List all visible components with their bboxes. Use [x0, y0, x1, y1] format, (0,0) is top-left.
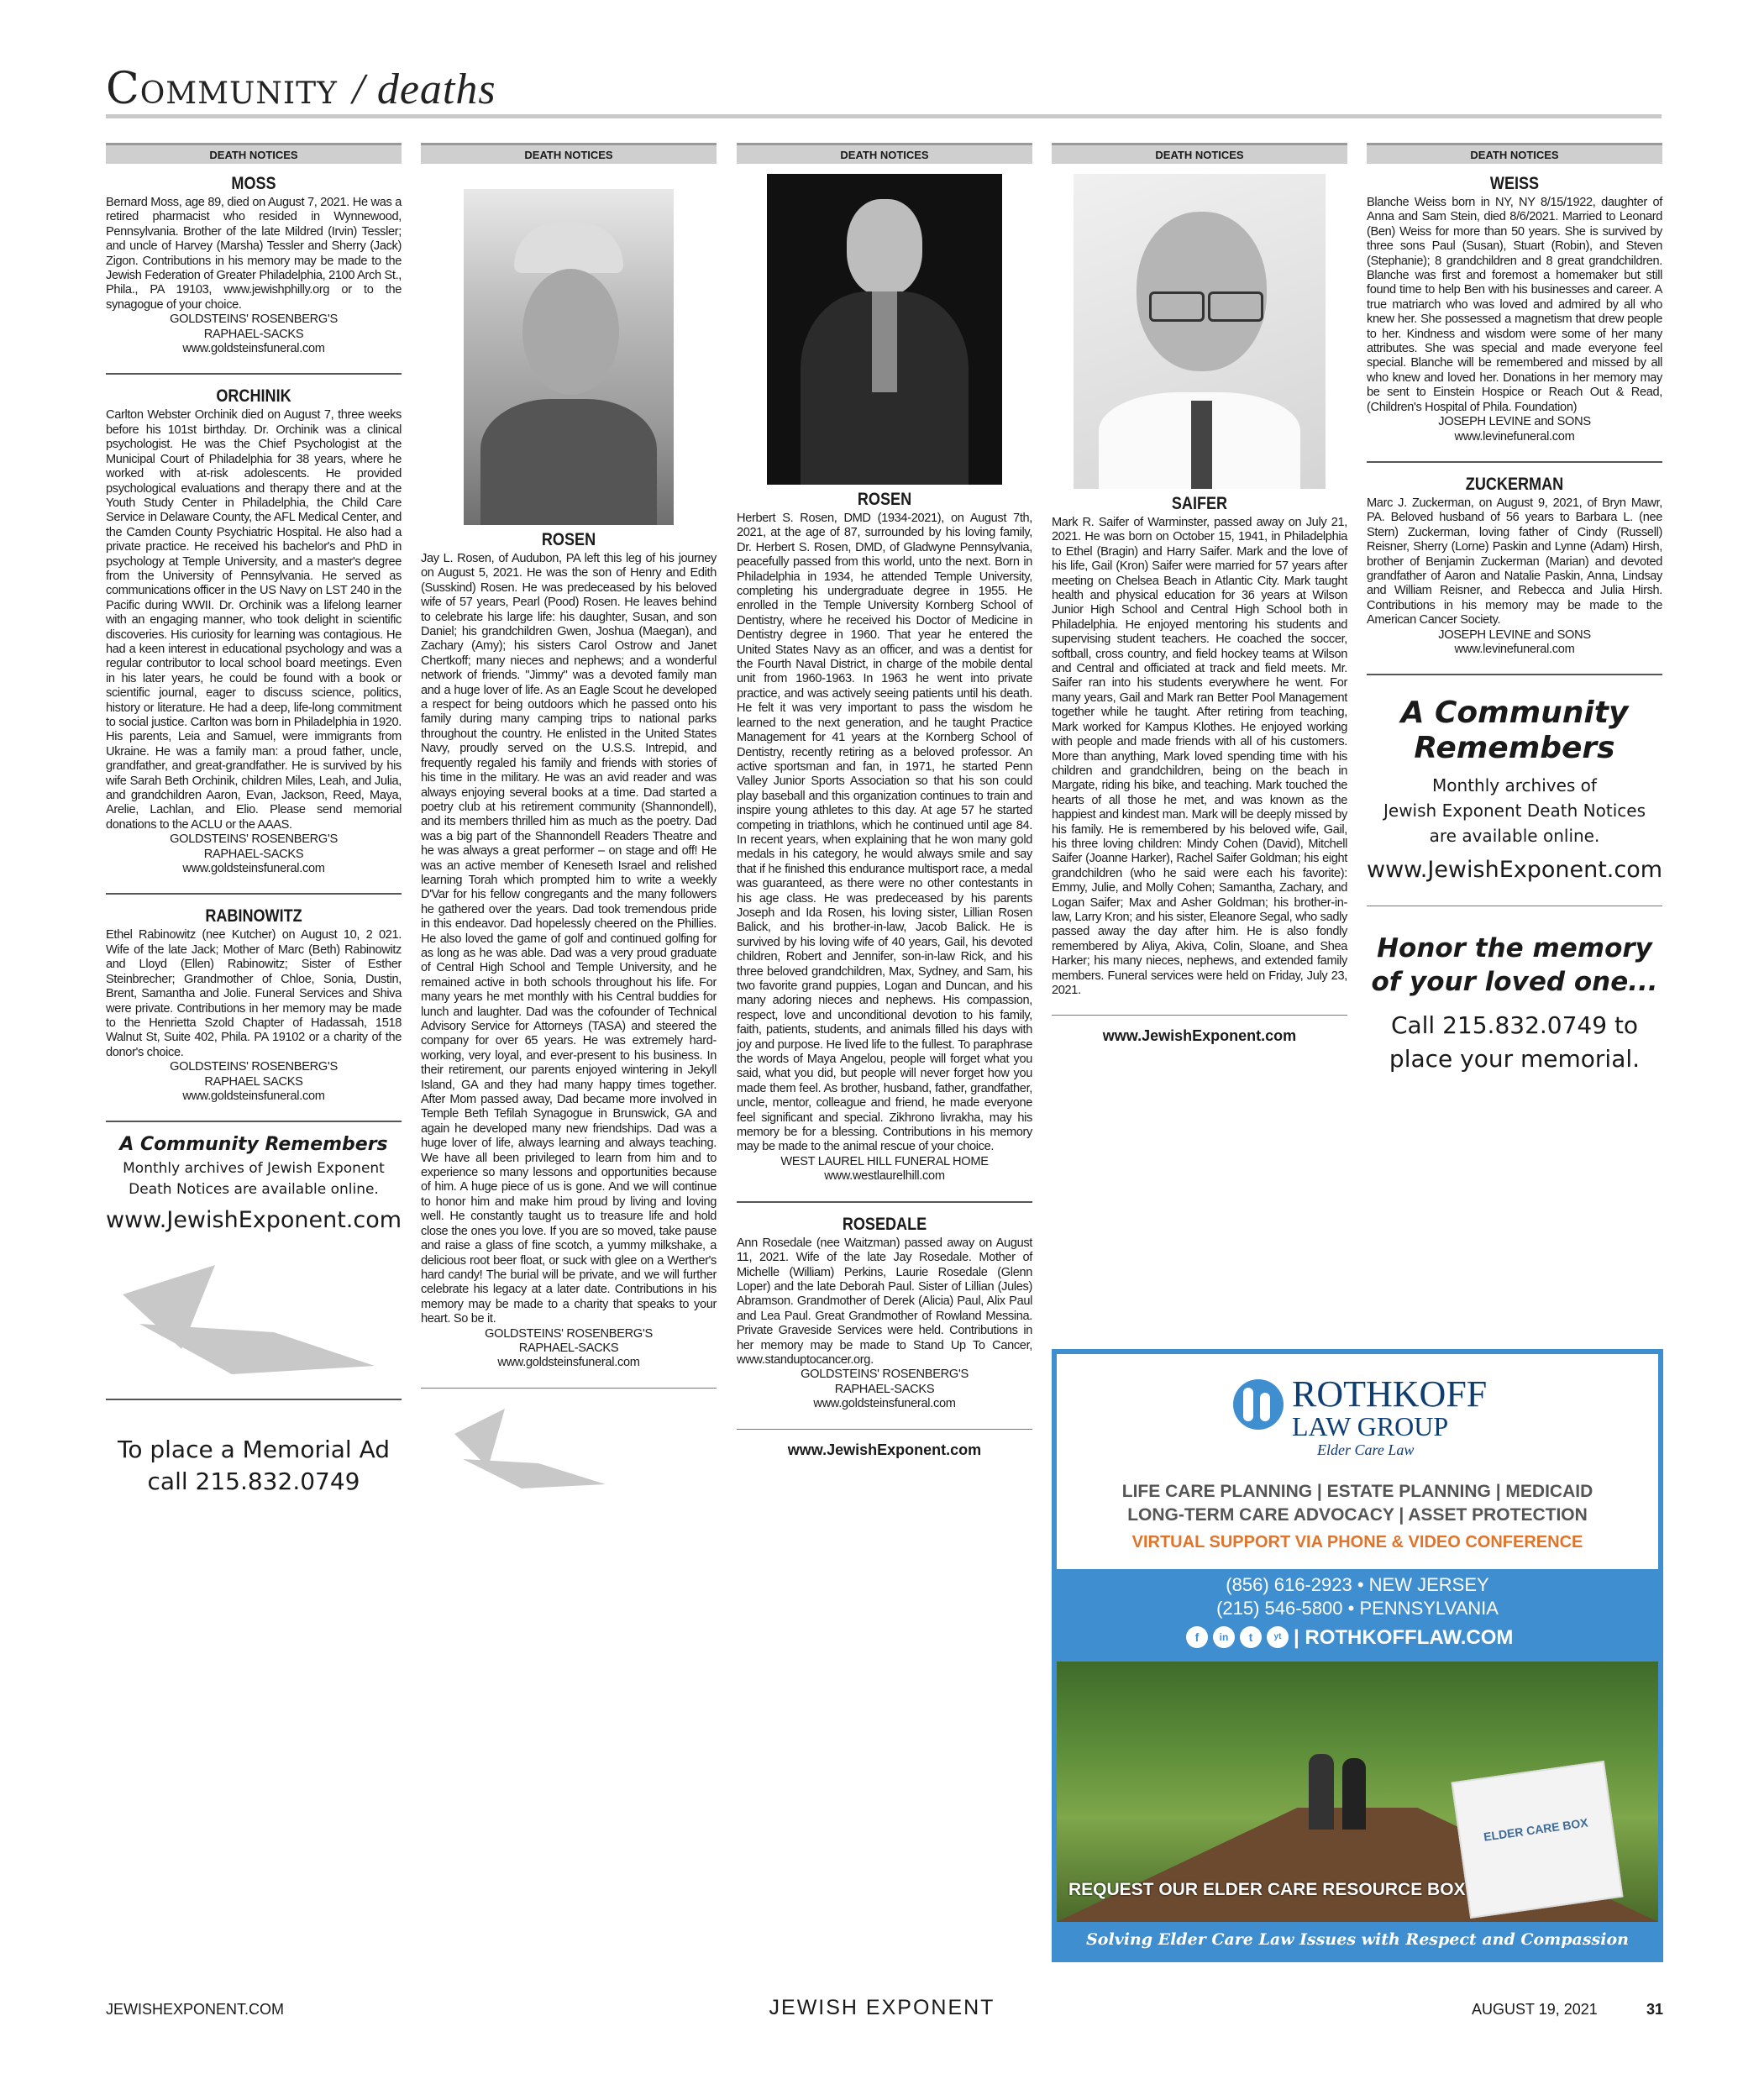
promo-title: A Community	[1400, 696, 1629, 731]
funeral-home-link[interactable]: www.goldsteinsfuneral.com	[497, 1356, 640, 1370]
facebook-icon[interactable]: f	[1186, 1626, 1208, 1648]
footer-date: AUGUST 19, 2021	[1472, 2001, 1598, 2018]
ad-services: LONG-TERM CARE ADVOCACY | ASSET PROTECTION	[1127, 1505, 1588, 1525]
notice-text-moss: Bernard Moss, age 89, died on August 7, 2021. He was a retired pharmacist who resided in Wynnewood, Pennsylvania. Brother of the late Mildred (Irvin) Tessler; and uncle of Harvey (Marsha) Tessler and Sherry (Jack) Zigon. Contributions in his memory may be made to the Jewish Federation of Greater Philadelphia, 2100 Arch St., Phila., PA 19103, www.jewishphilly.org or to the synagogue of your choice.	[106, 196, 402, 312]
ad-phone-nj[interactable]: (856) 616-2923 • NEW JERSEY	[1226, 1574, 1489, 1595]
divider	[106, 373, 402, 375]
portrait-photo-mark-saifer	[1074, 174, 1326, 489]
memorial-ad-promo	[106, 1434, 402, 1498]
divider	[1367, 674, 1662, 675]
column-1	[106, 143, 402, 1498]
honor-memory-promo	[1367, 932, 1662, 1076]
notice-name-saifer: SAIFER	[1171, 494, 1228, 513]
death-notices-tag: DEATH NOTICES	[421, 143, 717, 164]
column-2	[421, 143, 717, 1497]
funeral-home: GOLDSTEINS' ROSENBERG'S	[801, 1368, 969, 1382]
ad-website[interactable]: | ROTHKOFFLAW.COM	[1294, 1626, 1514, 1649]
notice-text-rosen: Jay L. Rosen, of Audubon, PA left this leg of his journey on August 5, 2021. He was the son of Henry and Edith (Susskind) Rosen. He was predeceased by his beloved wife of 57 years, Pearl (Pood) Rosen. He leaves behind to celebrate his large life: his daughter, Susan, and son Daniel; his grandchildren Gwen, Joshua (Maegan), and Zachary (Amy); his sisters Carol Ostrow and Janet Chertkoff; many nieces and nephews; and a wonderful network of friends. "Jimmy" was a devoted family man and a huge lover of life. As an Eagle Scout he developed a respect for being outdoors which he passed onto his family during many camping trips to national parks throughout the country. He enlisted in the United States Navy, proudly served on the U.S.S. Intrepid, and frequently regaled his family and friends with stories of his time in the military. He was an avid reader and was always enjoying several books at a time. Dad started a poetry club at his retirement community (Shannondell), and its members thrilled him as much as the poetry. Dad was a big part of the Shannondell Readers Theatre and he was always a great performer – on stage and off! He was an active member of Keneseth Israel and relished learning Torah which prompted him to write a weekly D'Var for his fellow congregants and the many followers he gathered over the years. Dad took tremendous pride in this endeavor. Dad hopelessly cheered on the Phillies. He also loved the game of golf and continued golfing for as long as he was able. Dad was a very proud graduate of Central High School and Temple University, and he remained active in both schools throughout his life. For many years he met monthly with his Central buddies for lunch and laughter. Dad was the cofounder of Technical Advisory Service for Attorneys (TASA) and steered the company for over 65 years. He was extremely hard-working, very loyal, and ever-present to his business. In their retirement, our parents enjoyed wintering in Jekyll Island, GA and they had many happy times together. After Mom passed away, Dad became more involved in Temple Beth Tefilah Synagogue in Brunswick, GA and again he developed many new friendships. Dad was a huge lover of life, always learning and always teaching. We have all been privileged to learn from him and to experience so many lessons and opportunities because of him. A huge piece of us is gone. And we will continue to honor him and make him proud by living and loving well. He constantly taught us to treasure life and hold close the ones you love. If you are so moved, take pause and raise a glass of fine scotch, a yummy milkshake, a delicious root beer float, or suck with glee on a Werther's hard candy! The burial will be private, and we will further celebrate his legacy at a later date. Contributions in his memory may be made to a charity that speaks to your heart. So be it.	[421, 552, 717, 1326]
promo-text: Monthly archives of	[1432, 775, 1597, 796]
footer-publication: JEWISH EXPONENT	[769, 1996, 995, 2019]
ad-header	[1057, 1354, 1658, 1569]
funeral-home: WEST LAUREL HILL FUNERAL HOME	[780, 1154, 989, 1168]
death-notices-tag: DEATH NOTICES	[1367, 143, 1662, 164]
divider	[737, 1429, 1032, 1430]
divider	[106, 893, 402, 895]
ad-tagline: Solving Elder Care Law Issues with Respect and Compassion	[1086, 1930, 1629, 1949]
funeral-home: JOSEPH LEVINE and SONS	[1438, 415, 1591, 429]
divider	[737, 1201, 1032, 1203]
star-of-david-icon	[106, 1248, 402, 1383]
notice-name-moss: MOSS	[231, 174, 276, 193]
rothkoff-logo-icon	[1233, 1379, 1284, 1430]
notice-name-orchinik: ORCHINIK	[216, 386, 291, 407]
promo-text: Jewish Exponent Death Notices	[1383, 801, 1646, 822]
ad-virtual: VIRTUAL SUPPORT VIA PHONE & VIDEO CONFERENCE	[1131, 1533, 1583, 1551]
notice-text-orchinik: Carlton Webster Orchinik died on August 7, three weeks before his 101st birthday. Dr. Orchinik was a clinical psychologist. He was the Chief Psychologist at the Municipal Court of Philadelphia for 38 years, where he worked with at-risk adolescents. He provided psychological evaluations and therapy there and at the Youth Study Center in Philadelphia, the Child Care Service in Delaware County, the AFL Medical Center, and the Camden County Psychiatric Hospital. He also had a private practice. He received his bachelor's and PhD in psychology at Temple University, and a master's degree from the University of Pennsylvania. He served as communications officer in the US Navy on LST 240 in the Pacific during WWII. Dr. Orchinik was a lifelong learner with an engaging manner, who took delight in scientific discoveries. His curiosity for learning was contagious. He had a keen interest in educational psychology and was a regular contributor to local school board meetings. Even in his later years, he could be found with a book or scientific journal, eager to discuss science, politics, history or literature. He had a deep, life-long commitment to social justice. Carlton was born in Philadelphia in 1920. His parents, Leia and Samuel, were immigrants from Ukraine. He was a family man: a proud father, uncle, grandfather, and great-grandfather. He is survived by his wife Sarah Beth Orchinik, children Miles, Leah, and Julia, and grandchildren Aaron, Evan, Jackson, Reed, Maya, Arelie, Lachlan, and Elio. Please send memorial donations to the ACLU or the AAAS.	[106, 408, 402, 832]
column-4	[1052, 143, 1347, 1045]
masthead-rule	[106, 114, 1662, 118]
death-notices-tag: DEATH NOTICES	[737, 143, 1032, 164]
funeral-home: GOLDSTEINS' ROSENBERG'S	[485, 1326, 653, 1341]
notice-text-herbert-rosen: Herbert S. Rosen, DMD (1934-2021), on August 7th, 2021, at the age of 87, surrounded by his loving family, Dr. Herbert S. Rosen, DMD, of Gladwyne Pennsylvania, peacefully passed from this world, unto the next. Born in Philadelphia in 1934, he attended Temple University, completing his undergraduate degree in 1955. He enrolled in the Temple University Kornberg School of Dentistry, where he received his Doctor of Medicine in Dentistry degree in 1960. That year he entered the United States Navy as an officer, and was a dentist for the Fourth Naval District, in charge of the mobile dental unit from 1960-1963. In 1963 he went into private practice, and was actively seeing patients until his death. He felt it was very important to pass the wisdom he learned to the next generation, and he taught Practice Management for 41 years at the Kornberg School of Dentistry, recently retiring as a beloved professor. An active sportsman and fan, in 1971, he started Penn Valley Junior Sports Association so that his son could play baseball and this organization continues to train and inspire young athletes to this day. At age 57 he started competing in triathlons, which he continued until age 84. In recent years, when explaining that he won many gold medals in his category, he would always smile and say that if he finished this endurance multisport race, a medal was guaranteed, as there were no other contestants in his age class. He was predeceased by his parents Joseph and Ida Rosen, his loving sister, Lillian Rosen Balick, and his brother-in-law, Jacob Balick. He is survived by his loving wife of 40 years, Gail, his devoted children, Robert and Jennifer, son-in-law Rick, and his three beloved grandchildren, Max, Sydney, and Sam, his two favorite grand puppies, Logan and Duncan, and his many adoring nieces and nephews. His compassion, respect, love and unconditional devotion to his family, faith, patients, students, and animals filled his days with joy and purpose. He lived life to the fullest. To paraphrase the words of Maya Angelou, people will forget what you said, what you did, but people will never forget how you made them feel. As brother, husband, father, grandfather, uncle, mentor, colleague and friend, he made everyone feel significant and special. Zikhrono livrakha, may his memory be for a blessing. Contributions in his memory may be made to the animal rescue of your choice.	[737, 512, 1032, 1154]
promo-url[interactable]: www.JewishExponent.com	[106, 1207, 402, 1234]
funeral-home-link[interactable]: www.levinefuneral.com	[1454, 429, 1575, 444]
column-3	[737, 143, 1032, 1459]
column-5	[1367, 143, 1662, 1076]
notice-name-weiss: WEISS	[1489, 174, 1540, 193]
notice-text-weiss: Blanche Weiss born in NY, NY 8/15/1922, daughter of Anna and Sam Stein, died 8/6/2021. Married to Leonard (Ben) Weiss for more than 50 years. She is survived by three sons Paul (Susan), Stuart (Robin), and Steven (Stephanie); 8 grandchildren and 8 great grandchildren. Blanche was first and foremost a homemaker but still found time to help Ben with his businesses and career. A true matriarch who was loved and admired by all who knew her. She possessed a magnetism that drew people to her. Kindness and wisdom were some of her many attributes. She was special and made everyone feel special. Blanche will be remembered and missed by all who knew and loved her. Donations in her memory may be sent to Einstein Hospice or Reach Out & Read, (Children's Hospital of Phila. Foundation)	[1367, 196, 1662, 414]
ad-cta[interactable]: REQUEST OUR ELDER CARE RESOURCE BOX	[1068, 1880, 1466, 1899]
promo-text: Monthly archives of Jewish Exponent Death Notices are available online.	[123, 1160, 385, 1199]
funeral-home: RAPHAEL-SACKS	[834, 1382, 935, 1396]
funeral-home: GOLDSTEINS' ROSENBERG'S	[170, 312, 338, 327]
site-link[interactable]: www.JewishExponent.com	[1102, 1027, 1297, 1045]
memorial-line: To place a Memorial Ad	[117, 1436, 391, 1464]
funeral-home-link[interactable]: www.goldsteinsfuneral.com	[182, 1089, 325, 1103]
notice-text-saifer: Mark R. Saifer of Warminster, passed away on July 21, 2021. He was born on October 15, 1941, in Philadelphia to Ethel (Bragin) and Harry Saifer. Mark and the love of his life, Gail (Kron) Saifer were married for 57 years after meeting on Chelsea Beach in Atlantic City. Mark taught health and physical education for 36 years at Wilson Junior High School and Central High School both in Philadelphia. He enjoyed mentoring his students and supervising student teachers. He coached the soccer, softball, cross country, and field hockey teams at Wilson and Central and officiated at track and field meets. Mr. Saifer ran into his students everywhere he went. For many years, Gail and Mark ran Better Pool Management together while he taught. After retiring from teaching, Mark worked for Kampus Klothes. He enjoyed working with people and made friends with all of his customers. More than anything, Mark loved spending time with his children and grandchildren, being on the beach in Margate, riding his bike, and teaching. Mark touched the hearts of all those he met, and was known as the happiest and kindest man. Mark will be deeply missed by his family. He is remembered by his beloved wife, Gail, his three loving children: Mindy Cohen (David), Mitchell Saifer (Joanne Harker), Rachel Saifer Goldman; his eight grandchildren (who he said were each his favorite): Emmy, Julie, and Molly Cohen; Samantha, Zachary, and Logan Saifer; Max and Asher Goldman; his brother-in-law, Larry Kron; and his sister, Eleanore Segal, who sadly passed away the day after him. He is also fondly remembered by Aliya, Akiva, Colin, Sloane, and Shea Harker; his many nieces, nephews, and extended family members. Funeral services were held on Friday, July 23, 2021.	[1052, 516, 1347, 997]
notice-name-rosen: ROSEN	[541, 530, 596, 549]
section-subtitle: / deaths	[352, 66, 496, 113]
notice-name-rabinowitz: RABINOWITZ	[205, 906, 302, 927]
honor-phone: place your memorial.	[1389, 1045, 1641, 1074]
promo-title: A Community Remembers	[119, 1134, 388, 1156]
funeral-home: RAPHAEL-SACKS	[203, 847, 304, 861]
funeral-home: JOSEPH LEVINE and SONS	[1438, 627, 1591, 642]
section-masthead	[106, 64, 496, 114]
funeral-home-link[interactable]: www.goldsteinsfuneral.com	[182, 862, 325, 876]
funeral-home-link[interactable]: www.goldsteinsfuneral.com	[182, 342, 325, 356]
youtube-icon[interactable]: yt	[1267, 1626, 1289, 1648]
section-title: Community	[106, 64, 338, 114]
memorial-phone: call 215.832.0749	[147, 1467, 360, 1496]
ad-brand-sub: LAW GROUP	[1292, 1411, 1449, 1441]
portrait-photo-jay-rosen	[464, 189, 674, 525]
promo-title: Remembers	[1414, 731, 1615, 766]
ad-photo-bridge	[1057, 1662, 1658, 1922]
divider	[1367, 461, 1662, 463]
death-notices-tag: DEATH NOTICES	[106, 143, 402, 164]
notice-name-rosen: ROSEN	[857, 490, 912, 509]
funeral-home: RAPHAEL-SACKS	[203, 327, 304, 341]
promo-url[interactable]: www.JewishExponent.com	[1367, 857, 1663, 884]
page-number: 31	[1646, 2001, 1664, 2018]
twitter-icon[interactable]: t	[1240, 1626, 1262, 1648]
ad-phone-pa[interactable]: (215) 546-5800 • PENNSYLVANIA	[1216, 1598, 1499, 1619]
notice-text-rosedale: Ann Rosedale (nee Waitzman) passed away on August 11, 2021. Wife of the late Jay Rosedale. Mother of Michelle (William) Perkins, Laurie Rosedale (Glenn Loper) and the late Deborah Paul. Sister of Lillian (Jules) Abramson. Grandmother of Derek (Alicia) Paul, Alix Paul and Lea Paul. Great Grandmother of Rowland Messina. Private Graveside Services were held. Contributions in her memory may be made to Stand Up To Cancer, www.standuptocancer.org.	[737, 1236, 1032, 1367]
honor-title: Honor the memory	[1377, 933, 1652, 964]
notice-text-rabinowitz: Ethel Rabinowitz (nee Kutcher) on August 10, 2 021. Wife of the late Jack; Mother of Marc (Beth) Rabinowitz and Lloyd (Ellen) Rabinowitz; Sister of Esther Steinbrecher; Grandmother of Chloe, Sonia, Dustin, Brent, Samantha and Jolie. Funeral Services and Shiva were private. Contributions in her memory may be made to the Henrietta Szold Chapter of Hadassah, 1518 Walnut St, Suite 402, Phila. PA 19102 or a charity of the donor's choice.	[106, 928, 402, 1059]
ad-brand-tag: Elder Care Law	[1317, 1441, 1415, 1458]
resource-box-label: ELDER CARE BOX	[1483, 1815, 1589, 1844]
notice-name-rosedale: ROSEDALE	[842, 1214, 927, 1234]
honor-phone: Call 215.832.0749 to	[1390, 1011, 1639, 1040]
community-remembers-promo	[106, 1134, 402, 1233]
notice-name-zuckerman: ZUCKERMAN	[1465, 474, 1564, 494]
honor-title: of your loved one...	[1371, 967, 1658, 998]
funeral-home: RAPHAEL SACKS	[204, 1074, 303, 1089]
funeral-home-link[interactable]: www.levinefuneral.com	[1454, 642, 1575, 656]
funeral-home-link[interactable]: www.westlaurelhill.com	[824, 1169, 945, 1184]
notice-text-zuckerman: Marc J. Zuckerman, on August 9, 2021, of Bryn Mawr, PA. Beloved husband of 56 years to Barbara L. (nee Stern) Zuckerman, loving father of Cindy (Russell) Reisner, Sherry (Lorne) Paskin and Lynne (Adam) Hirsh, brother of Benjamin Zuckerman (Marian) and devoted grandfather of Aaron and Natalie Paskin, Anna, Lindsay and William Reisner, and Rebecca and Julia Hirsh. Contributions in his memory may be made to the American Cancer Society.	[1367, 496, 1662, 627]
star-of-david-icon	[421, 1400, 717, 1493]
footer-url[interactable]: JEWISHEXPONENT.COM	[106, 2001, 285, 2018]
divider	[106, 1121, 402, 1122]
ad-brand: ROTHKOFF	[1292, 1373, 1488, 1415]
linkedin-icon[interactable]: in	[1213, 1626, 1235, 1648]
site-link[interactable]: www.JewishExponent.com	[787, 1441, 982, 1458]
community-remembers-promo	[1367, 687, 1662, 887]
promo-text: are available online.	[1429, 826, 1600, 847]
funeral-home: GOLDSTEINS' ROSENBERG'S	[170, 832, 338, 847]
divider	[1052, 1015, 1347, 1016]
portrait-photo-herbert-rosen	[767, 174, 1002, 485]
rothkoff-ad[interactable]	[1052, 1349, 1663, 1962]
death-notices-tag: DEATH NOTICES	[1052, 143, 1347, 164]
divider	[421, 1388, 717, 1389]
social-icons	[1186, 1626, 1289, 1648]
funeral-home: GOLDSTEINS' ROSENBERG'S	[170, 1060, 338, 1074]
resource-box	[1451, 1761, 1623, 1919]
funeral-home: RAPHAEL-SACKS	[518, 1341, 619, 1355]
ad-services: LIFE CARE PLANNING | ESTATE PLANNING | MEDICAID	[1121, 1482, 1593, 1501]
funeral-home-link[interactable]: www.goldsteinsfuneral.com	[813, 1397, 956, 1411]
divider	[106, 1399, 402, 1400]
